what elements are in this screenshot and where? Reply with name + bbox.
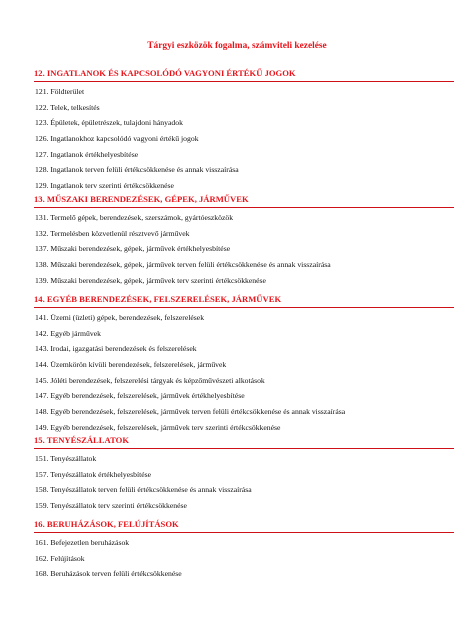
list-item: 123. Épületek, épületrészek, tulajdoni hányadok	[35, 118, 183, 128]
list-item: 129. Ingatlanok terv szerinti értékcsökkenése	[35, 181, 174, 191]
list-item: 158. Tenyészállatok terven felüli értékcsökkenése és annak visszaírása	[35, 485, 252, 495]
list-item: 128. Ingatlanok terven felüli értékcsökkenése és annak visszaírása	[35, 165, 239, 175]
list-item: 132. Termelésben közvetlenül résztvevő járművek	[35, 228, 190, 238]
section-divider	[34, 81, 454, 82]
list-item: 141. Üzemi (üzleti) gépek, berendezések, felszerelések	[35, 313, 205, 322]
list-item: 131. Termelő gépek, berendezések, szerszámok, gyártóeszközök	[35, 213, 234, 222]
list-item: 147. Egyéb berendezések, felszerelések, járművek értékhelyesbítése	[35, 391, 245, 401]
list-item: 148. Egyéb berendezések, felszerelések, járművek terven felüli értékcsökkenése és annak visszaírása	[35, 407, 346, 417]
section-12	[34, 67, 454, 194]
list-item: 122. Telek, telkesítés	[35, 102, 100, 112]
list-item: 142. Egyéb járművek	[35, 328, 101, 338]
section-divider	[34, 207, 454, 208]
list-item: 139. Műszaki berendezések, gépek, járművek terv szerinti értékcsökkenése	[35, 275, 266, 285]
list-item: 162. Felújítások	[35, 553, 85, 563]
list-item: 121. Földterület	[35, 87, 85, 96]
section-heading: 13. MŰSZAKI BERENDEZÉSEK, GÉPEK, JÁRMŰVEK	[34, 194, 249, 204]
section-13	[34, 193, 454, 288]
section-divider	[34, 532, 454, 533]
list-item: 143. Irodai, igazgatási berendezések és felszerelések	[35, 344, 197, 354]
list-item: 159. Tenyészállatok terv szerinti értékcsökkenése	[35, 501, 187, 511]
list-item: 137. Műszaki berendezések, gépek, járművek értékhelyesbítése	[35, 244, 231, 254]
section-divider	[34, 448, 454, 449]
list-item: 168. Beruházások terven felüli értékcsökkenése	[35, 569, 182, 579]
list-item: 144. Üzemkörön kívüli berendezések, felszerelések, járművek	[35, 360, 227, 370]
list-item: 157. Tenyészállatok értékhelyesbítése	[35, 469, 152, 479]
list-item: 127. Ingatlanok értékhelyesbítése	[35, 149, 139, 159]
section-15	[34, 434, 454, 514]
list-item: 138. Műszaki berendezések, gépek, járművek terven felüli értékcsökkenése és annak visszaírása	[35, 260, 331, 270]
section-divider	[34, 307, 454, 308]
section-16	[34, 518, 454, 582]
list-item: 151. Tenyészállatok	[35, 454, 97, 463]
section-heading: 12. INGATLANOK ÉS KAPCSOLÓDÓ VAGYONI ÉRTÉKŰ JOGOK	[34, 68, 296, 78]
section-heading: 15. TENYÉSZÁLLATOK	[34, 435, 130, 445]
section-heading: 16. BERUHÁZÁSOK, FELÚJÍTÁSOK	[34, 519, 179, 529]
section-heading: 14. EGYÉB BERENDEZÉSEK, FELSZERELÉSEK, JÁRMŰVEK	[34, 294, 282, 304]
list-item: 161. Befejezetlen beruházások	[35, 538, 130, 547]
list-item: 145. Jóléti berendezések, felszerelési tárgyak és képzőművészeti alkotások	[35, 375, 265, 385]
page-title: Tárgyi eszközök fogalma, számviteli kezelése	[147, 41, 327, 51]
list-item: 126. Ingatlanokhoz kapcsolódó vagyoni értékű jogok	[35, 134, 199, 144]
section-14	[34, 293, 454, 436]
list-item: 149. Egyéb berendezések, felszerelések, járművek terv szerinti értékcsökkenése	[35, 422, 281, 432]
